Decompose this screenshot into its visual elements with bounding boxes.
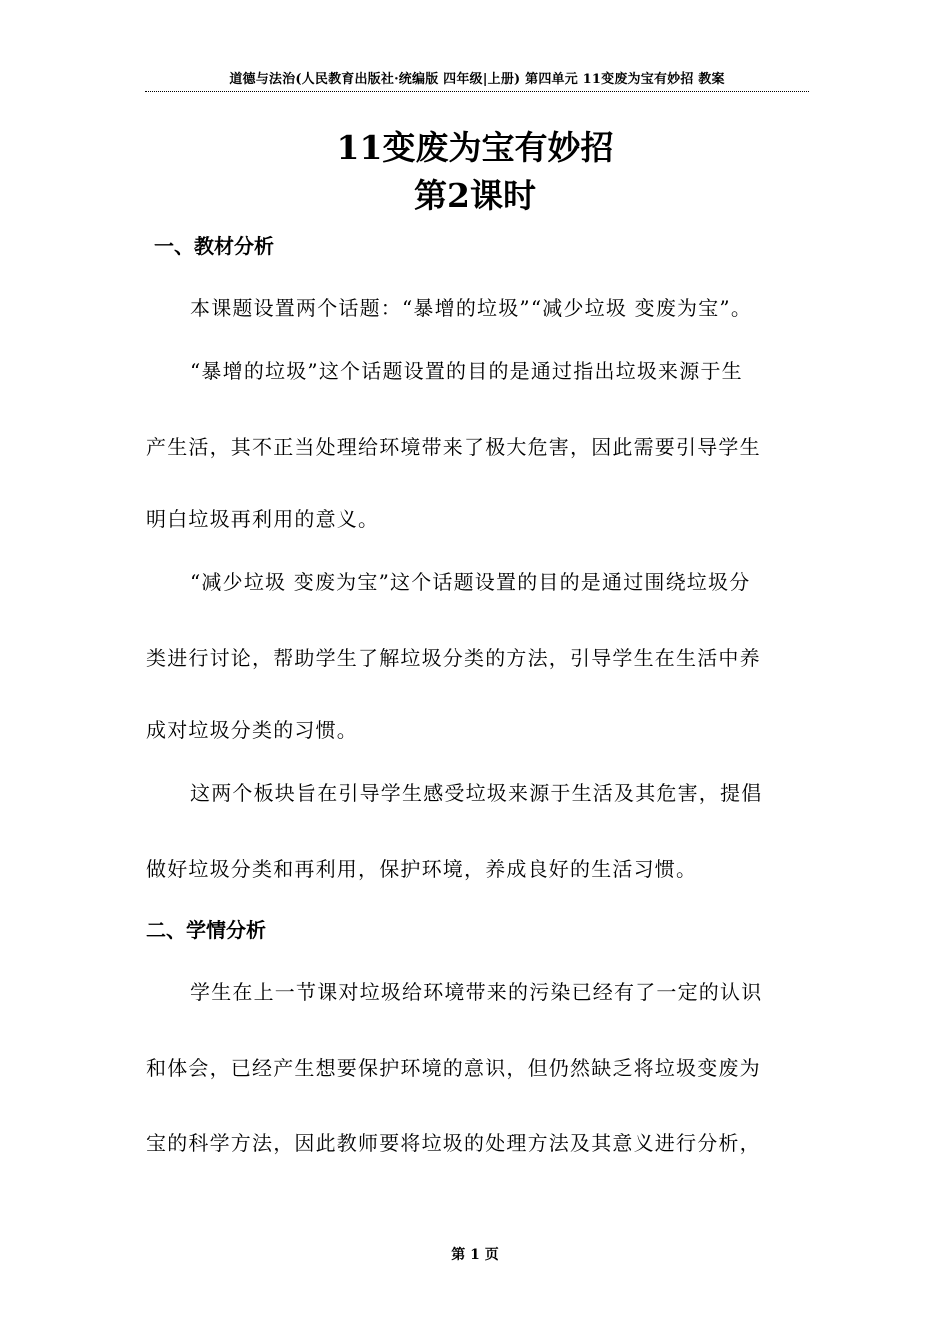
- document-title: 11变废为宝有妙招: [336, 128, 614, 167]
- paragraph-line: 做好垃圾分类和再利用，保护环境，养成良好的生活习惯。: [146, 857, 698, 881]
- paragraph-line: 产生活，其不正当处理给环境带来了极大危害，因此需要引导学生: [146, 435, 761, 459]
- paragraph-line: 本课题设置两个话题：“暴增的垃圾”“减少垃圾 变废为宝”。: [190, 296, 753, 320]
- paragraph-line: 明白垃圾再利用的意义。: [146, 507, 380, 531]
- paragraph-line: “暴增的垃圾”这个话题设置的目的是通过指出垃圾来源于生: [190, 359, 743, 383]
- page-number: 第 1 页: [451, 1247, 499, 1263]
- paragraph-line: 成对垃圾分类的习惯。: [146, 718, 358, 742]
- paragraph-line: “减少垃圾 变废为宝”这个话题设置的目的是通过围绕垃圾分: [190, 570, 751, 594]
- paragraph-line: 学生在上一节课对垃圾给环境带来的污染已经有了一定的认识: [190, 980, 763, 1004]
- lesson-subtitle: 第2课时: [414, 176, 536, 215]
- paragraph-line: 和体会，已经产生想要保护环境的意识，但仍然缺乏将垃圾变废为: [146, 1056, 761, 1080]
- paragraph-line: 这两个板块旨在引导学生感受垃圾来源于生活及其危害，提倡: [190, 781, 763, 805]
- paragraph-line: 宝的科学方法，因此教师要将垃圾的处理方法及其意义进行分析，: [146, 1131, 761, 1155]
- page-header: 道德与法治(人民教育出版社·统编版 四年级|上册) 第四单元 11变废为宝有妙招 教案: [145, 68, 809, 92]
- paragraph-line: 类进行讨论，帮助学生了解垃圾分类的方法，引导学生在生活中养: [146, 646, 761, 670]
- section-heading-learner-analysis: 二、学情分析: [146, 918, 266, 942]
- section-heading-textbook-analysis: 一、教材分析: [154, 234, 274, 258]
